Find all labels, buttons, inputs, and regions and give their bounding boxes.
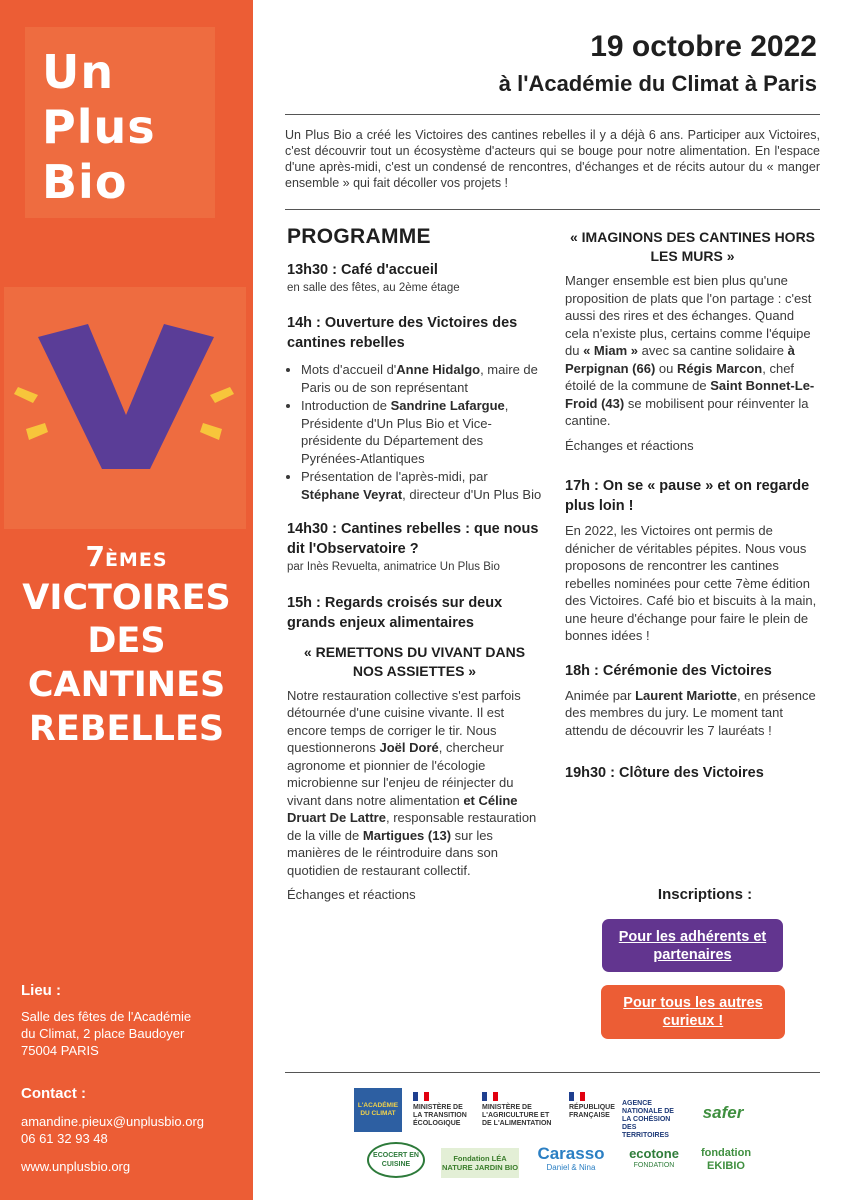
register-members-button[interactable]: Pour les adhérents et partenaires <box>602 919 783 972</box>
list-item <box>301 397 542 467</box>
speaker-name: Joël Doré <box>379 740 439 755</box>
contact-email[interactable]: amandine.pieux@unplusbio.org <box>21 1114 205 1129</box>
program-left-column <box>287 225 542 911</box>
anct-logo[interactable]: AGENCE NATIONALE DE LA COHÉSION DES TERRITOIRES <box>622 1100 674 1139</box>
text: , maire de Paris ou de son représentant <box>301 362 538 395</box>
speaker-name: Sandrine Lafargue <box>390 398 505 413</box>
speaker-name: Régis Marcon <box>676 360 763 376</box>
v-letter-icon <box>4 287 246 529</box>
session-6-text: En 2022, les Victoires ont permis de dénicher de véritables pépites. Nous vous proposons de rencontrer les cantines rebelles nominées pour cette 7ème édition des Victoires. Café bio et biscuits à la main, une heure d'échange pour faire le plein de bonnes idées ! <box>565 523 817 643</box>
text: , directeur d'Un Plus Bio <box>402 486 542 502</box>
venue-line-1: Salle des fêtes de l'Académie <box>21 1009 192 1024</box>
lea-nature-logo[interactable]: Fondation LÉA NATURE JARDIN BIO <box>441 1148 519 1178</box>
org-name: « Miam » <box>583 343 638 358</box>
un-plus-bio-logo[interactable] <box>25 27 215 218</box>
session-5-text <box>565 272 820 430</box>
session-4-heading: « REMETTONS DU VIVANT DANS NOS ASSIETTES » <box>303 643 526 679</box>
event-title-line-3: CANTINES <box>27 665 226 705</box>
session-7-text <box>565 687 820 740</box>
register-others-button[interactable]: Pour tous les autres curieux ! <box>601 985 785 1039</box>
text: , chercheur agronome et pionnier de l'écologie microbienne sur l'enjeu de réinjecter du vivant dans notre alimentation <box>287 740 514 808</box>
text: se mobilisent pour réinventer la cantine. <box>565 395 809 428</box>
session-6 <box>565 476 820 645</box>
place-name: Saint Bonnet-Le-Froid (43) <box>565 378 815 411</box>
ecocert-logo[interactable]: ECOCERT EN CUISINE <box>367 1142 425 1178</box>
ecotone-subtext: FONDATION <box>633 1162 675 1169</box>
ecotone-logo[interactable] <box>624 1146 684 1170</box>
speaker-name: Anne Hidalgo <box>396 362 481 377</box>
website-link[interactable]: www.unplusbio.org <box>21 1159 131 1174</box>
session-4-echanges: Échanges et réactions <box>287 887 416 902</box>
session-2 <box>287 313 542 503</box>
event-title-line-1: VICTOIRES <box>22 578 231 618</box>
event-title-line-2: DES <box>87 621 166 661</box>
edition-number: 7 <box>85 540 105 573</box>
ekibio-logo[interactable]: fondation EKIBIO <box>700 1147 752 1172</box>
text: , responsable restauration de la ville de <box>287 810 537 843</box>
contact-phone[interactable]: 06 61 32 93 48 <box>21 1131 108 1146</box>
event-date: 19 octobre 2022 <box>590 30 817 63</box>
logo-word-bio: Bio <box>42 155 128 209</box>
ministry-agriculture-text: MINISTÈRE DE L'AGRICULTURE ET DE L'ALIMENTATION <box>482 1104 552 1127</box>
french-flag-icon <box>413 1092 429 1101</box>
session-7-title: 18h : Cérémonie des Victoires <box>565 662 772 679</box>
ministry-ecology-logo[interactable] <box>413 1092 473 1128</box>
speaker-name: Laurent Mariotte <box>635 687 737 703</box>
text: Mots d'accueil d' <box>301 362 397 377</box>
event-title-line-4: REBELLES <box>28 709 225 749</box>
session-5-heading: « IMAGINONS DES CANTINES HORS LES MURS » <box>569 229 816 264</box>
text: Animée par <box>565 687 636 703</box>
session-1-sub: en salle des fêtes, au 2ème étage <box>287 281 460 294</box>
speaker-name: et Céline Druart De Lattre <box>287 792 518 825</box>
session-2-title: 14h : Ouverture des Victoires des cantines rebelles <box>287 315 518 351</box>
session-3-sub: par Inès Revuelta, animatrice Un Plus Bio <box>287 561 500 573</box>
divider-intro <box>285 209 820 210</box>
edition-label <box>0 540 253 573</box>
event-place: à l'Académie du Climat à Paris <box>498 71 817 96</box>
text: sur les manières de le réintroduire dans son quotidien de restaurant collectif. <box>287 827 499 878</box>
academie-climat-logo[interactable]: L'ACADÉMIE DU CLIMAT <box>354 1088 402 1132</box>
divider-top <box>285 114 820 115</box>
text: Présentation de l'après-midi, par <box>301 469 488 484</box>
venue-label: Lieu : <box>21 982 61 999</box>
edition-suffix: ÈMES <box>104 549 168 571</box>
carasso-text: Carasso <box>537 1144 605 1163</box>
victory-v-emblem <box>4 287 246 529</box>
session-4-text <box>287 687 542 880</box>
speaker-name: Stéphane Veyrat <box>301 486 403 502</box>
republique-francaise-logo[interactable] <box>569 1092 614 1120</box>
republique-text: RÉPUBLIQUE FRANÇAISE <box>569 1104 615 1119</box>
safer-logo[interactable]: safer <box>702 1103 744 1122</box>
sidebar <box>0 0 253 1200</box>
ministry-ecology-text: MINISTÈRE DE LA TRANSITION ÉCOLOGIQUE <box>413 1104 467 1127</box>
text: avec sa cantine solidaire <box>638 343 788 358</box>
carasso-logo[interactable] <box>536 1144 606 1173</box>
venue-line-2: du Climat, 2 place Baudoyer <box>21 1026 185 1041</box>
text: , chef étoilé de la commune de <box>565 360 795 393</box>
logo-word-un: Un <box>42 45 115 99</box>
contact-label: Contact : <box>21 1085 86 1102</box>
program-right-column <box>565 228 820 783</box>
session-3-title: 14h30 : Cantines rebelles : que nous dit l'Observatoire ? <box>287 521 539 557</box>
place-name: Martigues (13) <box>362 827 452 843</box>
program-title: PROGRAMME <box>287 225 431 248</box>
ministry-agriculture-logo[interactable] <box>482 1092 552 1128</box>
session-2-list <box>287 361 542 503</box>
carasso-subtext: Daniel & Nina <box>546 1163 596 1172</box>
session-4 <box>287 593 542 633</box>
text: Notre restauration collective s'est parfois détournée d'une cuisine vivante. Il est encore temps de corriger le tir. Nous questionnerons <box>287 687 521 755</box>
text: Introduction de <box>301 398 391 413</box>
text: ou <box>655 360 677 376</box>
divider-footer <box>285 1072 820 1073</box>
place-name: à Perpignan (66) <box>565 343 795 376</box>
session-1-title: 13h30 : Café d'accueil <box>287 261 438 278</box>
intro-paragraph: Un Plus Bio a créé les Victoires des cantines rebelles il y a déjà 6 ans. Participer aux Victoires, c'est découvrir tout un écosystème d'acteurs qui se bouge pour notre alimentation. En l'espace d'une après-midi, c'est un condensé de rencontres, d'échanges et de récits autour du « manger ensemble » qui fait décoller vos projets ! <box>285 128 820 190</box>
session-1 <box>287 260 542 298</box>
venue-line-3: 75004 PARIS <box>21 1043 99 1058</box>
session-5-echanges: Échanges et réactions <box>565 437 694 453</box>
text: , Présidente d'Un Plus Bio et Vice-présidente du Département des Pyrénées-Atlantiques <box>301 398 509 466</box>
session-7 <box>565 661 820 740</box>
list-item <box>301 468 542 503</box>
ecotone-text: ecotone <box>629 1146 679 1161</box>
french-flag-icon <box>569 1092 585 1101</box>
session-6-title: 17h : On se « pause » et on regarde plus loin ! <box>565 478 810 514</box>
session-4-title: 15h : Regards croisés sur deux grands enjeux alimentaires <box>287 594 503 631</box>
text: , en présence des membres du jury. Le moment tant attendu de découvrir les 7 lauréats ! <box>565 687 816 738</box>
logo-word-plus: Plus <box>42 100 156 154</box>
french-flag-icon <box>482 1092 498 1101</box>
session-3 <box>287 519 542 577</box>
text: Manger ensemble est bien plus qu'une proposition de plats que l'on partage : c'est aussi des rires et des échanges. Quand cela n'existe plus, certains comme l'équipe du <box>565 273 812 358</box>
session-8-title: 19h30 : Clôture des Victoires <box>565 765 764 781</box>
registration-label: Inscriptions : <box>657 886 753 903</box>
list-item <box>301 361 542 396</box>
